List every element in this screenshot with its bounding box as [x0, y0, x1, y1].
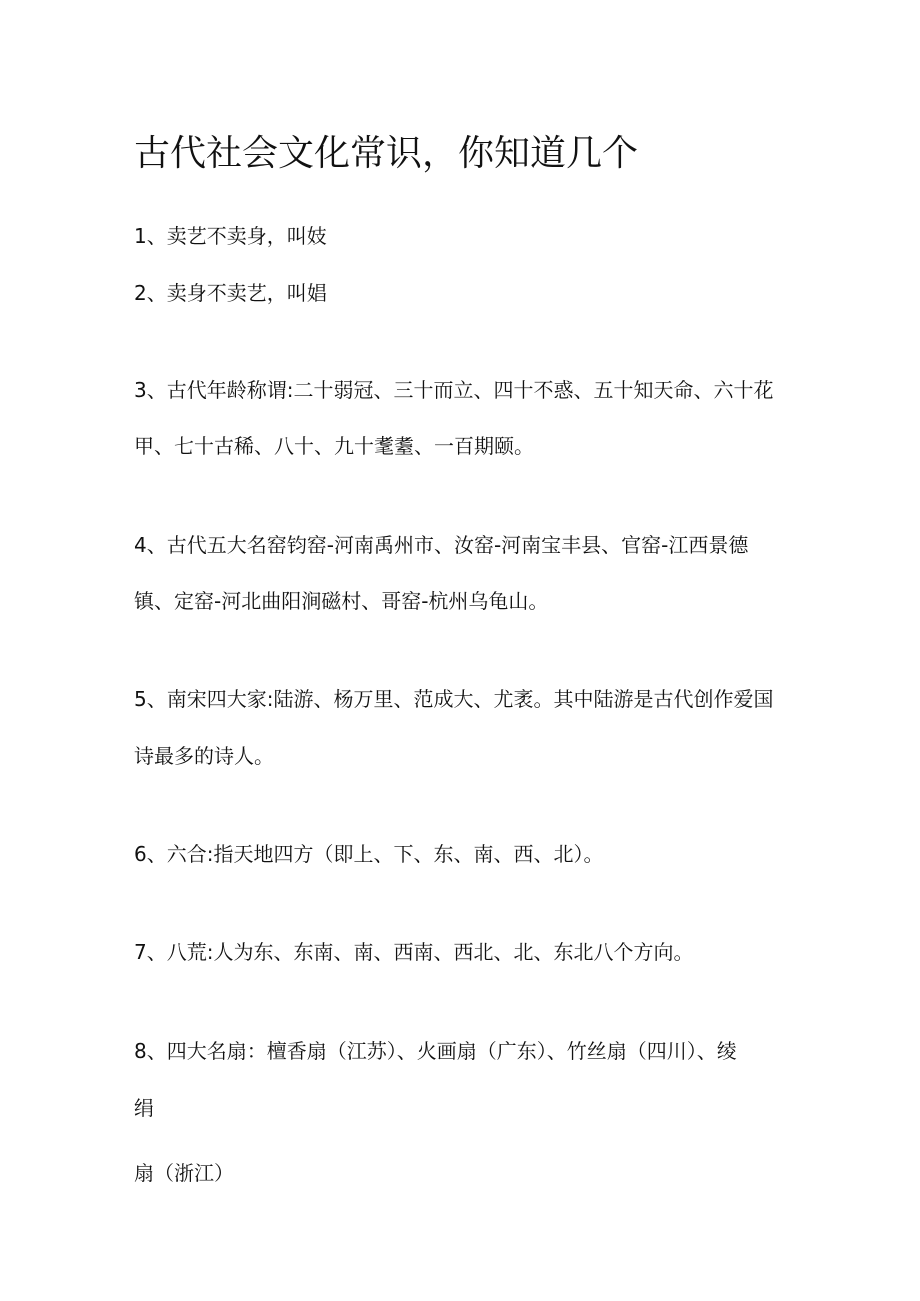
- text-line-3: 3、古代年龄称谓:二十弱冠、三十而立、四十不惑、五十知天命、六十花: [134, 378, 774, 402]
- text-line-1: 1、卖艺不卖身，叫妓: [134, 224, 327, 248]
- text-line-4: 甲、七十古稀、八十、九十耄耋、一百期颐。: [134, 434, 534, 458]
- text-line-8: 诗最多的诗人。: [134, 744, 274, 768]
- page-title: 古代社会文化常识，你知道几个: [134, 133, 639, 174]
- text-line-11: 8、四大名扇：檀香扇（江苏）、火画扇（广东）、竹丝扇（四川）、绫: [134, 1039, 737, 1063]
- text-line-2: 2、卖身不卖艺，叫娼: [134, 281, 327, 305]
- text-line-9: 6、六合:指天地四方（即上、下、东、南、西、北）。: [134, 842, 604, 866]
- text-line-7: 5、南宋四大家:陆游、杨万里、范成大、尤袤。其中陆游是古代创作爱国: [134, 687, 774, 711]
- text-line-5: 4、古代五大名窑钧窑-河南禹州市、汝窑-河南宝丰县、官窑-江西景德: [134, 533, 749, 557]
- text-line-12: 绢: [134, 1096, 154, 1120]
- text-line-6: 镇、定窑-河北曲阳涧磁村、哥窑-杭州乌龟山。: [134, 589, 549, 613]
- text-line-13: 扇（浙江）: [134, 1161, 234, 1185]
- text-line-10: 7、八荒:人为东、东南、南、西南、西北、北、东北八个方向。: [134, 940, 694, 964]
